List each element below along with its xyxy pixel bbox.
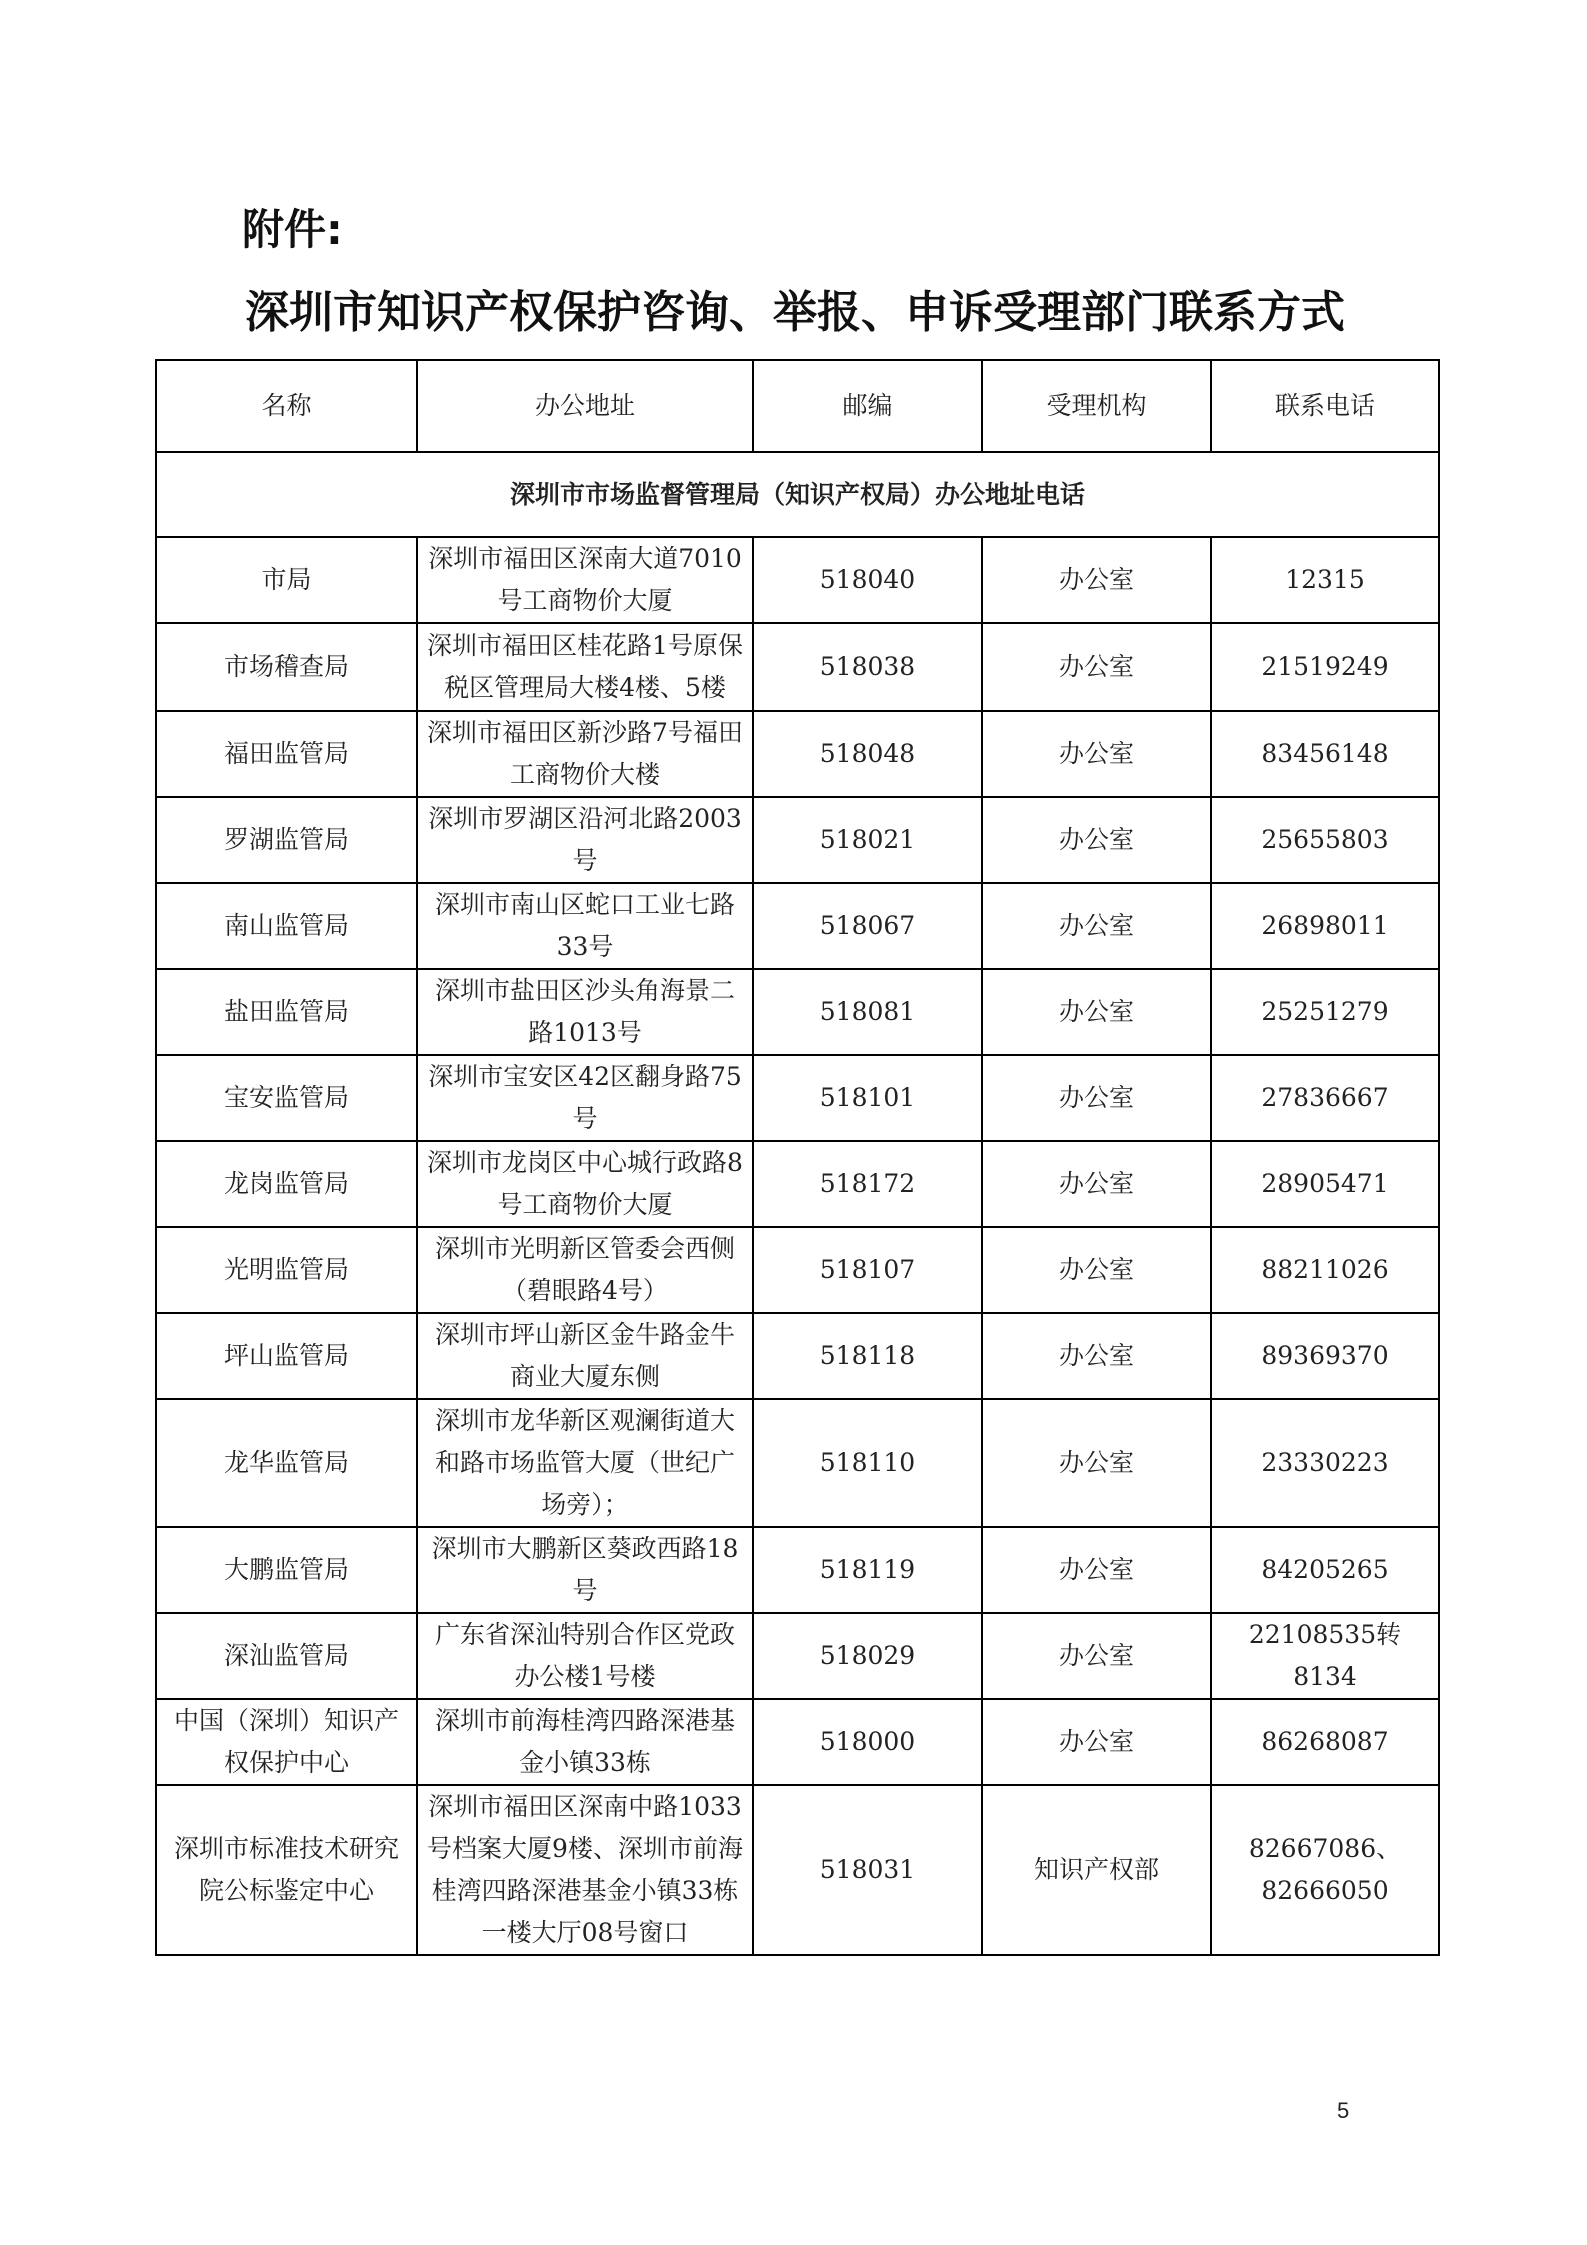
column-header-agency: 受理机构 xyxy=(982,360,1211,452)
cell-phone: 27836667 xyxy=(1211,1055,1439,1141)
cell-postcode: 518172 xyxy=(753,1141,982,1227)
contacts-table xyxy=(155,359,1440,1956)
table-row xyxy=(156,1227,1439,1313)
page-number: 5 xyxy=(1337,2098,1350,2123)
cell-phone: 22108535转8134 xyxy=(1211,1613,1439,1699)
cell-phone: 89369370 xyxy=(1211,1313,1439,1399)
table-row xyxy=(156,1785,1439,1955)
cell-phone: 12315 xyxy=(1211,537,1439,623)
cell-postcode: 518000 xyxy=(753,1699,982,1785)
cell-name: 大鹏监管局 xyxy=(156,1527,417,1613)
table-row xyxy=(156,1527,1439,1613)
cell-phone: 25655803 xyxy=(1211,797,1439,883)
cell-agency: 办公室 xyxy=(982,1055,1211,1141)
cell-agency: 办公室 xyxy=(982,1399,1211,1527)
cell-name: 福田监管局 xyxy=(156,711,417,797)
cell-address: 深圳市盐田区沙头角海景二路1013号 xyxy=(417,969,753,1055)
cell-name: 罗湖监管局 xyxy=(156,797,417,883)
cell-name: 龙华监管局 xyxy=(156,1399,417,1527)
cell-phone: 23330223 xyxy=(1211,1399,1439,1527)
cell-postcode: 518101 xyxy=(753,1055,982,1141)
table-row xyxy=(156,797,1439,883)
cell-phone: 86268087 xyxy=(1211,1699,1439,1785)
table-body xyxy=(156,452,1439,1955)
column-header-name: 名称 xyxy=(156,360,417,452)
cell-agency: 办公室 xyxy=(982,1527,1211,1613)
cell-agency: 办公室 xyxy=(982,1613,1211,1699)
cell-name: 盐田监管局 xyxy=(156,969,417,1055)
cell-phone: 21519249 xyxy=(1211,623,1439,711)
cell-phone: 83456148 xyxy=(1211,711,1439,797)
table-row xyxy=(156,537,1439,623)
cell-address: 深圳市福田区深南大道7010号工商物价大厦 xyxy=(417,537,753,623)
document-title: 深圳市知识产权保护咨询、举报、申诉受理部门联系方式 xyxy=(245,287,1345,338)
cell-name: 深圳市标准技术研究院公标鉴定中心 xyxy=(156,1785,417,1955)
cell-name: 光明监管局 xyxy=(156,1227,417,1313)
cell-name: 南山监管局 xyxy=(156,883,417,969)
cell-agency: 办公室 xyxy=(982,623,1211,711)
cell-agency: 办公室 xyxy=(982,883,1211,969)
cell-address: 深圳市福田区新沙路7号福田工商物价大楼 xyxy=(417,711,753,797)
cell-address: 深圳市大鹏新区葵政西路18号 xyxy=(417,1527,753,1613)
cell-postcode: 518119 xyxy=(753,1527,982,1613)
cell-address: 深圳市宝安区42区翻身路75号 xyxy=(417,1055,753,1141)
section-title: 深圳市市场监督管理局（知识产权局）办公地址电话 xyxy=(156,452,1439,537)
table-row xyxy=(156,1699,1439,1785)
cell-agency: 办公室 xyxy=(982,1699,1211,1785)
table-row xyxy=(156,711,1439,797)
cell-address: 深圳市南山区蛇口工业七路33号 xyxy=(417,883,753,969)
table-row xyxy=(156,969,1439,1055)
cell-address: 深圳市福田区桂花路1号原保税区管理局大楼4楼、5楼 xyxy=(417,623,753,711)
column-header-phone: 联系电话 xyxy=(1211,360,1439,452)
cell-postcode: 518107 xyxy=(753,1227,982,1313)
table-row xyxy=(156,883,1439,969)
cell-postcode: 518029 xyxy=(753,1613,982,1699)
cell-name: 市场稽查局 xyxy=(156,623,417,711)
cell-address: 深圳市罗湖区沿河北路2003号 xyxy=(417,797,753,883)
cell-postcode: 518110 xyxy=(753,1399,982,1527)
cell-address: 深圳市光明新区管委会西侧（碧眼路4号） xyxy=(417,1227,753,1313)
attachment-label: 附件: xyxy=(242,205,343,254)
cell-address: 深圳市龙华新区观澜街道大和路市场监管大厦（世纪广场旁）； xyxy=(417,1399,753,1527)
cell-agency: 办公室 xyxy=(982,1227,1211,1313)
cell-postcode: 518021 xyxy=(753,797,982,883)
cell-agency: 办公室 xyxy=(982,1141,1211,1227)
cell-agency: 办公室 xyxy=(982,537,1211,623)
cell-agency: 办公室 xyxy=(982,711,1211,797)
cell-phone: 88211026 xyxy=(1211,1227,1439,1313)
column-header-address: 办公地址 xyxy=(417,360,753,452)
cell-name: 龙岗监管局 xyxy=(156,1141,417,1227)
cell-address: 深圳市前海桂湾四路深港基金小镇33栋 xyxy=(417,1699,753,1785)
cell-phone: 28905471 xyxy=(1211,1141,1439,1227)
cell-phone: 82667086、82666050 xyxy=(1211,1785,1439,1955)
table-row xyxy=(156,1313,1439,1399)
cell-agency: 办公室 xyxy=(982,797,1211,883)
cell-agency: 知识产权部 xyxy=(982,1785,1211,1955)
cell-phone: 26898011 xyxy=(1211,883,1439,969)
cell-name: 中国（深圳）知识产权保护中心 xyxy=(156,1699,417,1785)
cell-postcode: 518081 xyxy=(753,969,982,1055)
cell-postcode: 518038 xyxy=(753,623,982,711)
table-row xyxy=(156,1055,1439,1141)
table-row xyxy=(156,1399,1439,1527)
cell-postcode: 518118 xyxy=(753,1313,982,1399)
cell-address: 广东省深汕特别合作区党政办公楼1号楼 xyxy=(417,1613,753,1699)
cell-name: 宝安监管局 xyxy=(156,1055,417,1141)
cell-postcode: 518040 xyxy=(753,537,982,623)
cell-name: 市局 xyxy=(156,537,417,623)
cell-name: 坪山监管局 xyxy=(156,1313,417,1399)
cell-address: 深圳市龙岗区中心城行政路8号工商物价大厦 xyxy=(417,1141,753,1227)
cell-postcode: 518067 xyxy=(753,883,982,969)
table-row xyxy=(156,1613,1439,1699)
cell-address: 深圳市坪山新区金牛路金牛商业大厦东侧 xyxy=(417,1313,753,1399)
table-row xyxy=(156,1141,1439,1227)
cell-agency: 办公室 xyxy=(982,1313,1211,1399)
column-header-postcode: 邮编 xyxy=(753,360,982,452)
table-row xyxy=(156,623,1439,711)
cell-phone: 84205265 xyxy=(1211,1527,1439,1613)
section-title-row xyxy=(156,452,1439,537)
cell-name: 深汕监管局 xyxy=(156,1613,417,1699)
cell-postcode: 518031 xyxy=(753,1785,982,1955)
cell-address: 深圳市福田区深南中路1033号档案大厦9楼、深圳市前海桂湾四路深港基金小镇33栋一楼大厅08号窗口 xyxy=(417,1785,753,1955)
cell-phone: 25251279 xyxy=(1211,969,1439,1055)
table-header-row xyxy=(156,360,1439,452)
cell-agency: 办公室 xyxy=(982,969,1211,1055)
cell-postcode: 518048 xyxy=(753,711,982,797)
